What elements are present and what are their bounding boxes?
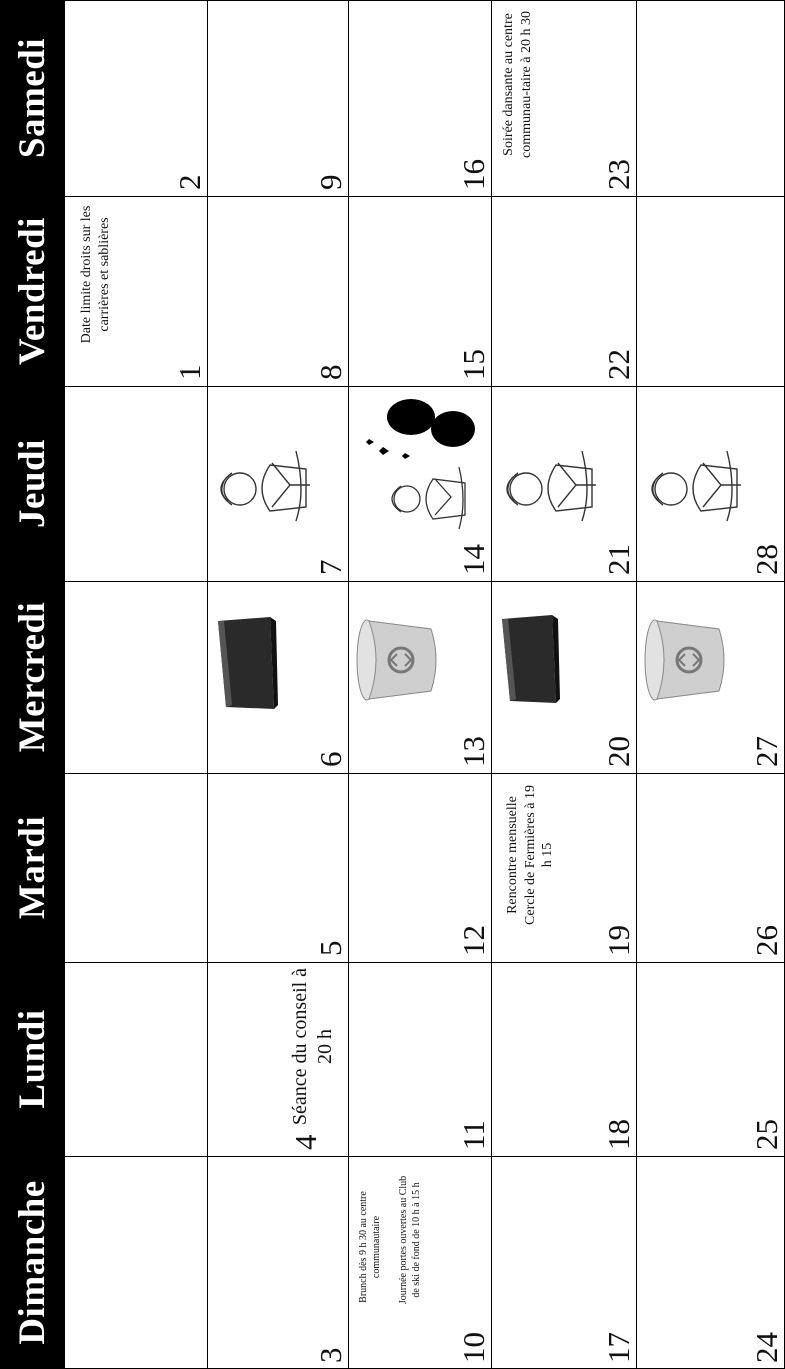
day-number: 10 (456, 1332, 491, 1363)
day-cell (349, 774, 491, 962)
black-trash-bin-icon (214, 613, 278, 713)
event-deadline: Date limite droits sur les carrières et sablières (79, 205, 112, 344)
day-number: 19 (601, 925, 636, 956)
day-cell (349, 197, 491, 386)
day-number: 5 (313, 940, 348, 956)
day-number: 15 (456, 349, 491, 380)
day-number: 14 (456, 544, 491, 575)
day-number: 11 (456, 1120, 491, 1150)
day-cell (66, 1, 207, 196)
child-reading-icon (641, 421, 751, 551)
event-open-house: Journée portes ouvertes au Club de ski de fond de 10 h à 15 h (398, 1175, 422, 1305)
love-birds-hearts-icon (353, 391, 483, 469)
day-cell (637, 387, 784, 581)
recycling-bin-icon (641, 615, 727, 705)
day-number: 8 (313, 364, 348, 380)
day-cell (492, 1157, 636, 1369)
event-council-meeting: Séance du conseil à 20 h (289, 967, 336, 1126)
event-dance-evening: Soirée dansante au centre communau-taire à 20 h 30 (501, 11, 534, 158)
day-cell (492, 774, 636, 962)
day-cell (492, 197, 636, 386)
day-number: 16 (456, 159, 491, 190)
day-number: 28 (749, 544, 784, 575)
child-reading-icon (496, 421, 606, 551)
day-number: 7 (313, 559, 348, 575)
day-cell (208, 774, 348, 962)
day-number: 9 (313, 174, 348, 190)
day-cell (66, 197, 207, 386)
day-number: 4 (288, 1134, 323, 1150)
day-number: 3 (313, 1347, 348, 1363)
day-number: 23 (601, 159, 636, 190)
day-number: 18 (601, 1119, 636, 1150)
day-header-vendredi: Vendredi (0, 196, 65, 386)
day-cell (349, 1157, 491, 1369)
day-cell (637, 774, 784, 962)
day-number: 24 (749, 1332, 784, 1363)
day-cell (637, 1, 784, 196)
day-number: 17 (601, 1332, 636, 1363)
day-number: 20 (601, 736, 636, 767)
event-brunch: Brunch dès 9 h 30 au centre communautaire (358, 1191, 382, 1303)
day-number: 21 (601, 544, 636, 575)
day-header-mercredi: Mercredi (0, 581, 65, 773)
day-header-dimanche: Dimanche (0, 1156, 65, 1369)
black-trash-bin-icon (498, 611, 560, 707)
day-number: 25 (749, 1119, 784, 1150)
day-cell (208, 197, 348, 386)
day-number: 13 (456, 736, 491, 767)
event-fermieres-meeting: Rencontre mensuelle Cercle de Fermières à 19 h 15 (505, 785, 555, 925)
day-header-jeudi: Jeudi (0, 386, 65, 581)
day-cell (637, 1157, 784, 1369)
day-number: 26 (749, 925, 784, 956)
day-cell (349, 963, 491, 1156)
day-cell (349, 582, 491, 773)
day-cell (349, 387, 491, 581)
day-number: 12 (456, 925, 491, 956)
day-cell (349, 1, 491, 196)
day-number: 6 (313, 751, 348, 767)
day-cell (492, 582, 636, 773)
day-number: 27 (749, 736, 784, 767)
day-cell (208, 1, 348, 196)
day-cell (208, 387, 348, 581)
day-number: 1 (172, 364, 207, 380)
recycling-bin-icon (353, 615, 439, 705)
day-cell (208, 963, 348, 1156)
day-cell (492, 387, 636, 581)
day-cell (492, 1, 636, 196)
day-cell (637, 582, 784, 773)
day-cell (637, 197, 784, 386)
day-cell (208, 582, 348, 773)
day-cell (492, 963, 636, 1156)
day-number: 22 (601, 349, 636, 380)
child-reading-icon (210, 421, 320, 551)
day-cell (637, 963, 784, 1156)
day-header-lundi: Lundi (0, 962, 65, 1156)
day-header-mardi: Mardi (0, 773, 65, 962)
day-header-samedi: Samedi (0, 0, 65, 196)
day-cell (208, 1157, 348, 1369)
day-number: 2 (172, 174, 207, 190)
